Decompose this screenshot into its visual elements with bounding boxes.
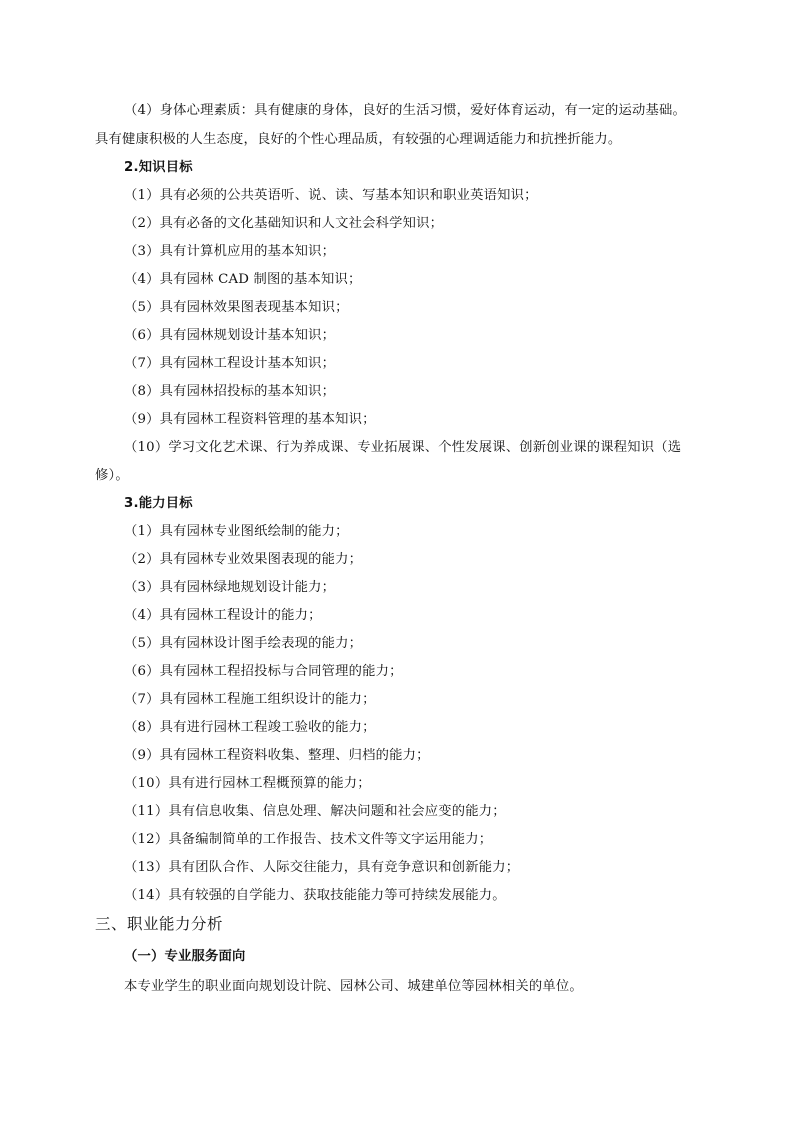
ability-goals-heading: 3.能力目标 (124, 496, 193, 511)
ability-item-11: （11）具有信息收集、信息处理、解决问题和社会应变的能力； (124, 804, 506, 819)
knowledge-item-9: （9）具有园林工程资料管理的基本知识； (124, 412, 376, 427)
knowledge-item-3: （3）具有计算机应用的基本知识； (124, 244, 336, 259)
knowledge-item-8: （8）具有园林招投标的基本知识； (124, 384, 336, 399)
knowledge-item-5: （5）具有园林效果图表现基本知识； (124, 300, 349, 315)
subsection-heading-service: （一）专业服务面向 (124, 949, 246, 964)
ability-item-4: （4）具有园林工程设计的能力； (124, 608, 322, 623)
knowledge-goals-heading: 2.知识目标 (124, 160, 193, 175)
ability-item-6: （6）具有园林工程招投标与合同管理的能力； (124, 664, 403, 679)
ability-item-2: （2）具有园林专业效果图表现的能力； (124, 552, 363, 567)
ability-item-10: （10）具有进行园林工程概预算的能力； (124, 776, 371, 791)
ability-item-3: （3）具有园林绿地规划设计能力； (124, 580, 336, 595)
ability-item-1: （1）具有园林专业图纸绘制的能力； (124, 524, 349, 539)
knowledge-item-7: （7）具有园林工程设计基本知识； (124, 356, 336, 371)
ability-item-13: （13）具有团队合作、人际交往能力，具有竞争意识和创新能力； (124, 860, 520, 875)
knowledge-item-2: （2）具有必备的文化基础知识和人文社会科学知识； (124, 216, 444, 231)
ability-item-5: （5）具有园林设计图手绘表现的能力； (124, 636, 363, 651)
knowledge-item-1: （1）具有必须的公共英语听、说、读、写基本知识和职业英语知识； (124, 188, 538, 203)
knowledge-item-10-line-1: （10）学习文化艺术课、行为养成课、专业拓展课、个性发展课、创新创业课的课程知识（选 (124, 440, 682, 455)
ability-item-12: （12）具备编制简单的工作报告、技术文件等文字运用能力； (124, 832, 493, 847)
physical-quality-line-2: 具有健康积极的人生态度，良好的个性心理品质，有较强的心理调适能力和抗挫折能力。 (95, 132, 622, 147)
physical-quality-line-1: （4）身体心理素质：具有健康的身体，良好的生活习惯，爱好体育运动，有一定的运动基础。 (124, 103, 687, 118)
knowledge-item-6: （6）具有园林规划设计基本知识； (124, 328, 336, 343)
career-paragraph: 本专业学生的职业面向规划设计院、园林公司、城建单位等园林相关的单位。 (124, 979, 583, 994)
ability-item-8: （8）具有进行园林工程竣工验收的能力； (124, 720, 376, 735)
knowledge-item-4: （4）具有园林 CAD 制图的基本知识； (124, 272, 362, 287)
knowledge-item-10-line-2: 修）。 (95, 468, 129, 483)
section-heading-career-ability: 三、职业能力分析 (95, 915, 224, 933)
ability-item-9: （9）具有园林工程资料收集、整理、归档的能力； (124, 748, 430, 763)
ability-item-14: （14）具有较强的自学能力、获取技能能力等可持续发展能力。 (124, 888, 506, 903)
ability-item-7: （7）具有园林工程施工组织设计的能力； (124, 692, 376, 707)
